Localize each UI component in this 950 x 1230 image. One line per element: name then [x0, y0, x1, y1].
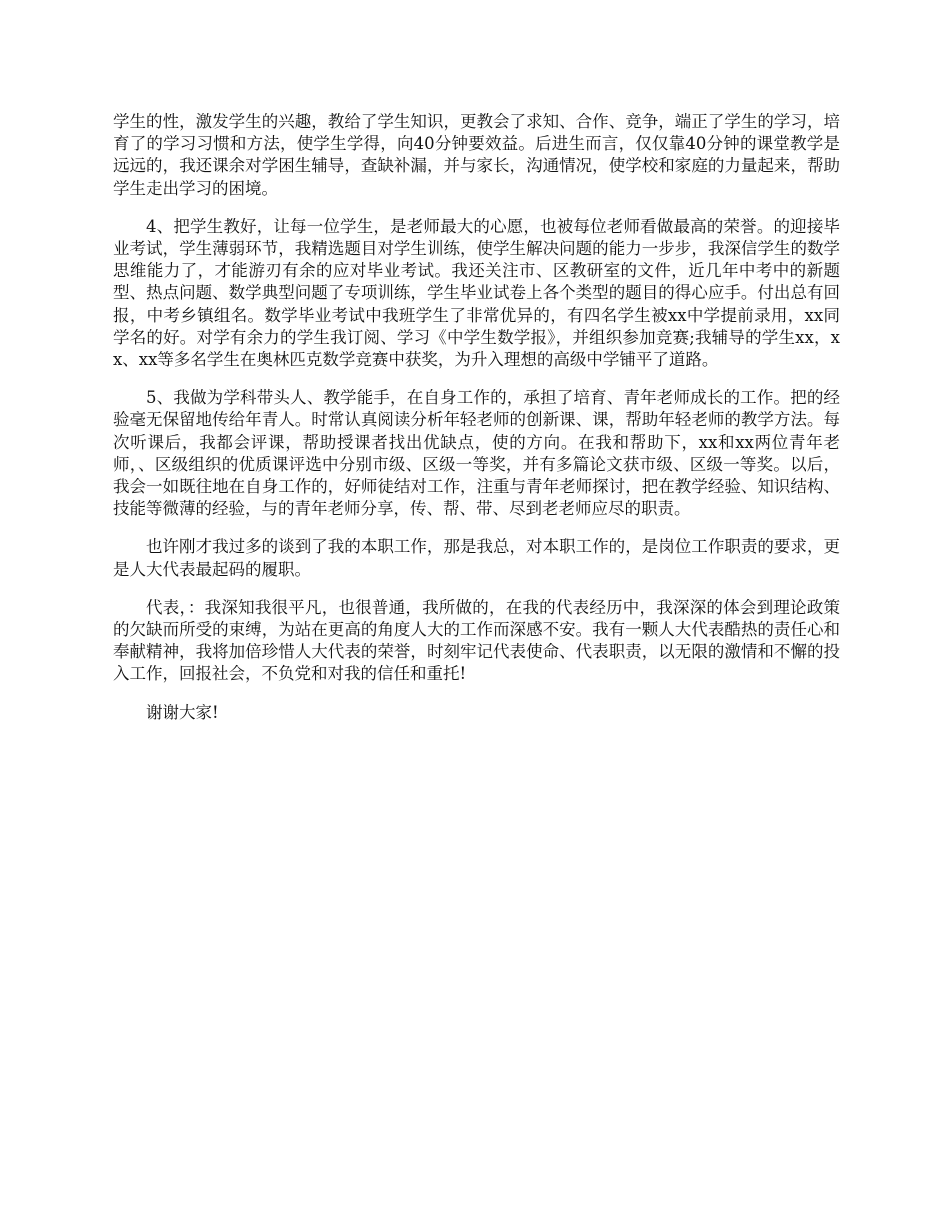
paragraph-item-4: 4、把学生教好，让每一位学生，是老师最大的心愿，也被每位老师看做最高的荣誉。的迎接毕业考试，学生薄弱环节，我精选题目对学生训练，使学生解决问题的能力一步步，我深信学生的数学思维能力了，才能游刃有余的应对毕业考试。我还关注市、区教研室的文件，近几年中考中的新题型、热点问题、数学典型问题了专项训练，学生毕业试卷上各个类型的题目的得心应手。付出总有回报，中考乡镇组名。数学毕业考试中我班学生了非常优异的，有四名学生被xx中学提前录用，xx同学名的好。对学有余力的学生我订阅、学习《中学生数学报》，并组织参加竞赛;我辅导的学生xx，xx、xx等多名学生在奥林匹克数学竞赛中获奖，为升入理想的高级中学铺平了道路。	[113, 216, 840, 370]
paragraph-item-5: 5、我做为学科带头人、教学能手，在自身工作的，承担了培育、青年老师成长的工作。把的经验毫无保留地传给年青人。时常认真阅读分析年轻老师的创新课、课，帮助年轻老师的教学方法。每次听课后，我都会评课，帮助授课者找出优缺点，使的方向。在我和帮助下，xx和xx两位青年老师，、区级组织的优质课评选中分别市级、区级一等奖，并有多篇论文获市级、区级一等奖。以后，我会一如既往地在自身工作的，好师徒结对工作，注重与青年老师探讨，把在教学经验、知识结构、技能等微薄的经验，与的青年老师分享，传、帮、带、尽到老老师应尽的职责。	[113, 388, 840, 519]
paragraph-duty: 也许刚才我过多的谈到了我的本职工作，那是我总，对本职工作的，是岗位工作职责的要求，更是人大代表最起码的履职。	[113, 537, 840, 579]
paragraph-representative: 代表，：我深知我很平凡，也很普通，我所做的，在我的代表经历中，我深深的体会到理论政策的欠缺而所受的束缚，为站在更高的角度人大的工作而深感不安。我有一颗人大代表酷热的责任心和奉献精神，我将加倍珍惜人大代表的荣誉，时刻牢记代表使命、代表职责，以无限的激情和不懈的投入工作，回报社会，不负党和对我的信任和重托!	[113, 597, 840, 684]
paragraph-continuation: 学生的性，激发学生的兴趣，教给了学生知识，更教会了求知、合作、竞争，端正了学生的学习，培育了的学习习惯和方法，使学生学得，向40分钟要效益。后进生而言，仅仅靠40分钟的课堂教学是远远的，我还课余对学困生辅导，查缺补漏，并与家长，沟通情况，使学校和家庭的力量起来，帮助学生走出学习的困境。	[113, 112, 840, 198]
paragraph-thanks: 谢谢大家!	[146, 702, 219, 722]
